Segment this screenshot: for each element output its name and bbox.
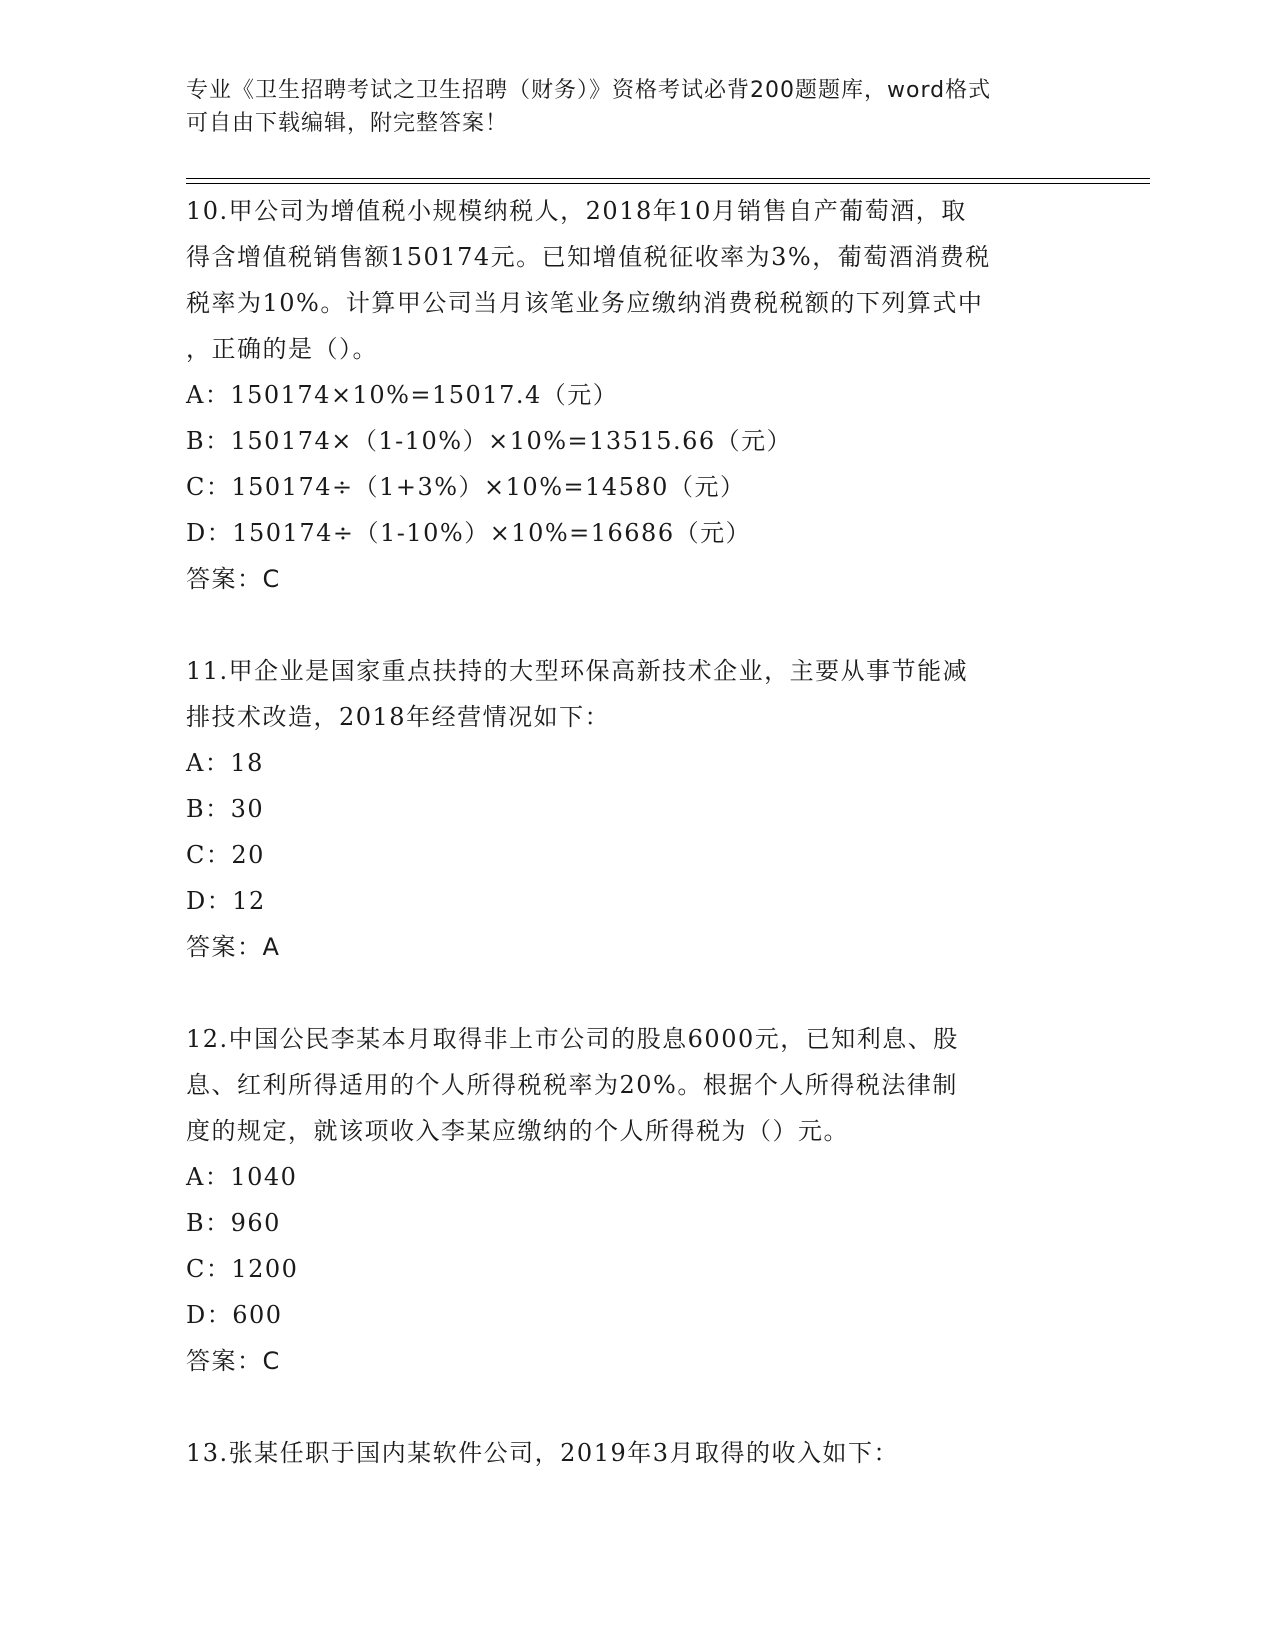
question-12 (186, 1016, 1086, 1384)
option-a: A：1040 (186, 1163, 298, 1191)
answer: 答案：C (186, 565, 281, 593)
question-stem-line: ，正确的是（）。 (186, 335, 378, 363)
question-stem-line: 得含增值税销售额150174元。已知增值税征收率为3%，葡萄酒消费税 (186, 243, 991, 271)
option-a: A：150174×10%=15017.4（元） (186, 381, 619, 409)
question-11 (186, 648, 1086, 970)
option-c: C：20 (186, 841, 265, 869)
option-c: C：1200 (186, 1255, 299, 1283)
question-stem-line: 12.中国公民李某本月取得非上市公司的股息6000元，已知利息、股 (186, 1025, 959, 1053)
option-b: B：150174×（1-10%）×10%=13515.66（元） (186, 427, 793, 455)
answer: 答案：A (186, 933, 281, 961)
header-line-1: 专业《卫生招聘考试之卫生招聘（财务）》资格考试必背200题题库，word格式 (186, 78, 992, 103)
answer: 答案：C (186, 1347, 281, 1375)
document-header (186, 74, 1086, 140)
option-d: D：150174÷（1-10%）×10%=16686（元） (186, 519, 752, 547)
option-a: A：18 (186, 749, 264, 777)
question-stem-line: 10.甲公司为增值税小规模纳税人，2018年10月销售自产葡萄酒，取 (186, 197, 967, 225)
header-divider-bottom (186, 183, 1150, 184)
option-c: C：150174÷（1+3%）×10%=14580（元） (186, 473, 746, 501)
question-13 (186, 1430, 1086, 1476)
question-stem-line: 度的规定，就该项收入李某应缴纳的个人所得税为（）元。 (186, 1117, 849, 1145)
question-stem-line: 息、红利所得适用的个人所得税税率为20%。根据个人所得税法律制 (186, 1071, 958, 1099)
question-stem-line: 排技术改造，2018年经营情况如下： (186, 703, 611, 731)
question-stem-line: 13.张某任职于国内某软件公司，2019年3月取得的收入如下： (186, 1439, 900, 1467)
header-line-2: 可自由下载编辑，附完整答案！ (186, 111, 509, 136)
header-divider-top (186, 178, 1150, 179)
question-stem-line: 税率为10%。计算甲公司当月该笔业务应缴纳消费税税额的下列算式中 (186, 289, 984, 317)
option-b: B：960 (186, 1209, 281, 1237)
question-stem-line: 11.甲企业是国家重点扶持的大型环保高新技术企业，主要从事节能减 (186, 657, 969, 685)
option-d: D：600 (186, 1301, 283, 1329)
question-10 (186, 188, 1086, 602)
option-d: D：12 (186, 887, 266, 915)
option-b: B：30 (186, 795, 265, 823)
